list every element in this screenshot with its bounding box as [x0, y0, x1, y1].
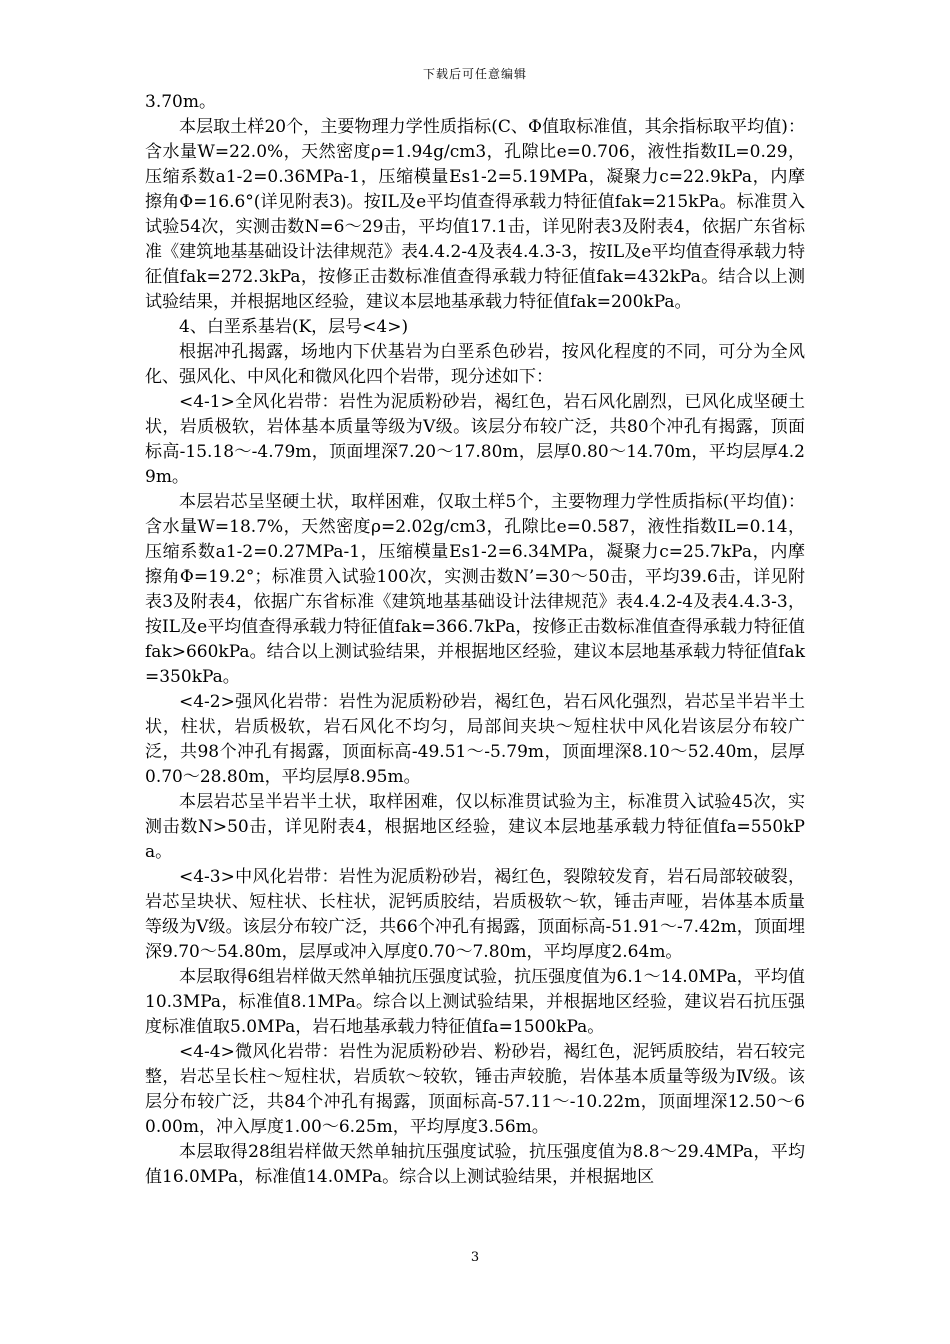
- paragraph-slightly-weathered-zone: <4-4>微风化岩带：岩性为泥质粉砂岩、粉砂岩，褐红色，泥钙质胶结，岩石较完整，岩芯呈长柱～短柱状，岩质软～较软，锤击声较脆，岩体基本质量等级为Ⅳ级。该层分布较广泛，共84个冲孔有揭露，顶面标高-57.11～-10.22m，顶面埋深12.50～60.00m，冲入厚度1.00～6.25m，平均厚度3.56m。: [145, 1042, 805, 1137]
- page-number: 3: [470, 1250, 480, 1265]
- paragraph-moderately-weathered-properties: 本层取得6组岩样做天然单轴抗压强度试验，抗压强度值为6.1～14.0MPa，平均值10.3MPa，标准值8.1MPa。综合以上测试验结果，并根据地区经验，建议岩石抗压强度标准值取5.0MPa，岩石地基承载力特征值fa=1500kPa。: [145, 967, 805, 1037]
- document-body: [145, 90, 805, 1190]
- page-header: 下载后可任意编辑: [422, 67, 527, 81]
- paragraph-completely-weathered-properties: 本层岩芯呈坚硬土状，取样困难，仅取土样5个，主要物理力学性质指标(平均值)：含水量W=18.7%，天然密度ρ=2.02g/cm3，孔隙比e=0.587，液性指数IL=0.14，压缩系数a1-2=0.27MPa-1，压缩模量Es1-2=6.34MPa，凝聚力c=25.7kPa，内摩擦角Φ=19.2°；标准贯入试验100次，实测击数N’=30～50击，平均39.6击，详见附表3及附表4，依据广东省标准《建筑地基基础设计法律规范》表4.4.2-4及表4.4.3-3，按IL及e平均值查得承载力特征值fak=366.7kPa，按修正击数标准值查得承载力特征值fak>660kPa。结合以上测试验结果，并根据地区经验，建议本层地基承载力特征值fak=350kPa。: [145, 492, 805, 687]
- section-heading-cretaceous-bedrock: 4、白垩系基岩(K，层号<4>): [179, 317, 409, 337]
- paragraph-slightly-weathered-properties: 本层取得28组岩样做天然单轴抗压强度试验，抗压强度值为8.8～29.4MPa，平均值16.0MPa，标准值14.0MPa。综合以上测试验结果，并根据地区: [145, 1142, 805, 1187]
- paragraph-layer-thickness-tail: 3.70m。: [145, 92, 216, 112]
- paragraph-completely-weathered-zone: <4-1>全风化岩带：岩性为泥质粉砂岩，褐红色，岩石风化剧烈，已风化成坚硬土状，岩质极软，岩体基本质量等级为Ⅴ级。该层分布较广泛，共80个冲孔有揭露，顶面标高-15.18～-4.79m，顶面埋深7.20～17.80m，层厚0.80～14.70m，平均层厚4.29m。: [145, 392, 805, 487]
- paragraph-moderately-weathered-zone: <4-3>中风化岩带：岩性为泥质粉砂岩，褐红色，裂隙较发育，岩石局部较破裂，岩芯呈块状、短柱状、长柱状，泥钙质胶结，岩质极软～软，锤击声哑，岩体基本质量等级为Ⅴ级。该层分布较广泛，共66个冲孔有揭露，顶面标高-51.91～-7.42m，顶面埋深9.70～54.80m，层厚或冲入厚度0.70～7.80m，平均厚度2.64m。: [145, 867, 805, 962]
- paragraph-soil-sample-properties: 本层取土样20个，主要物理力学性质指标(C、Φ值取标准值，其余指标取平均值)：含水量W=22.0%，天然密度ρ=1.94g/cm3，孔隙比e=0.706，液性指数IL=0.29，压缩系数a1-2=0.36MPa-1，压缩模量Es1-2=5.19MPa，凝聚力c=22.9kPa，内摩擦角Φ=16.6°(详见附表3)。按IL及e平均值查得承载力特征值fak=215kPa。标准贯入试验54次，实测击数N=6～29击，平均值17.1击，详见附表3及附表4，依据广东省标准《建筑地基基础设计法律规范》表4.4.2-4及表4.4.3-3，按IL及e平均值查得承载力特征值fak=272.3kPa，按修正击数标准值查得承载力特征值fak=432kPa。结合以上测试验结果，并根据地区经验，建议本层地基承载力特征值fak=200kPa。: [145, 117, 805, 312]
- paragraph-strongly-weathered-zone: <4-2>强风化岩带：岩性为泥质粉砂岩，褐红色，岩石风化强烈，岩芯呈半岩半土状，柱状，岩质极软，岩石风化不均匀，局部间夹块～短柱状中风化岩该层分布较广泛，共98个冲孔有揭露，顶面标高-49.51～-5.79m，顶面埋深8.10～52.40m，层厚0.70～28.80m，平均层厚8.95m。: [145, 692, 805, 787]
- paragraph-strongly-weathered-properties: 本层岩芯呈半岩半土状，取样困难，仅以标准贯试验为主，标准贯入试验45次，实测击数N>50击，详见附表4，根据地区经验，建议本层地基承载力特征值fa=550kPa。: [145, 792, 805, 862]
- paragraph-bedrock-overview: 根据冲孔揭露，场地内下伏基岩为白垩系色砂岩，按风化程度的不同，可分为全风化、强风化、中风化和微风化四个岩带，现分述如下：: [145, 342, 805, 387]
